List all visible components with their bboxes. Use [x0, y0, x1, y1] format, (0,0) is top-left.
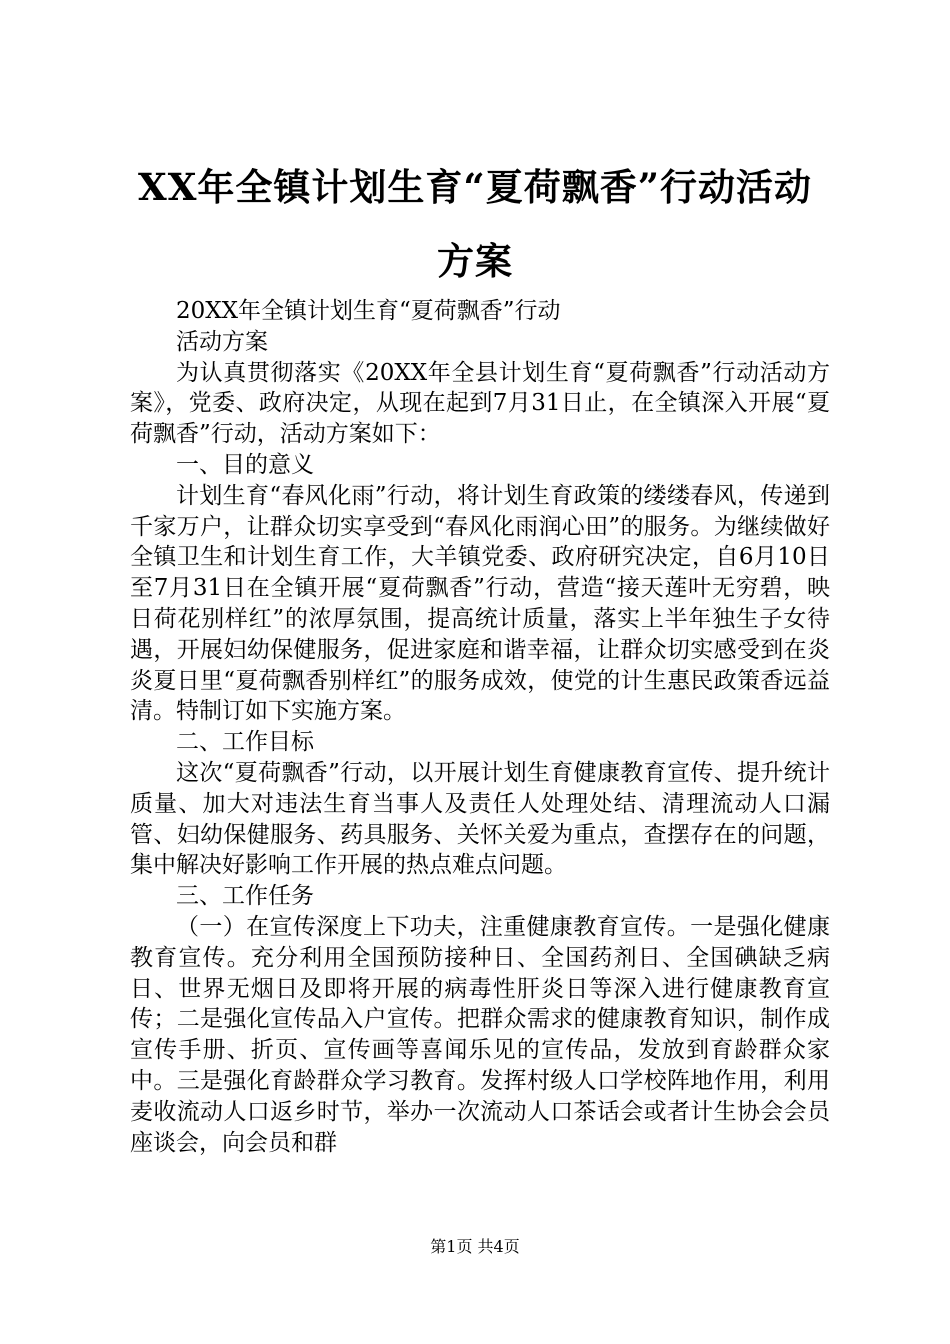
- section-heading-tasks: 三、工作任务: [176, 883, 314, 910]
- document-body: [130, 296, 830, 1158]
- intro-paragraph: 为认真贯彻落实《20XX年全县计划生育“夏荷飘香”行动活动方案》，党委、政府决定，从现在起到7月31日止，在全镇深入开展“夏荷飘香”行动，活动方案如下：: [130, 359, 830, 448]
- section-heading-goals: 二、工作目标: [176, 729, 314, 756]
- page-number-footer: 第1页 共4页: [430, 1237, 520, 1256]
- section-heading-purpose: 一、目的意义: [176, 451, 314, 478]
- purpose-paragraph: 计划生育“春风化雨”行动，将计划生育政策的缕缕春风，传递到千家万户，让群众切实享受到“春风化雨润心田”的服务。为继续做好全镇卫生和计划生育工作，大羊镇党委、政府研究决定，自6月10日至7月31日在全镇开展“夏荷飘香”行动，营造“接天莲叶无穷碧，映日荷花别样红”的浓厚氛围，提高统计质量，落实上半年独生子女待遇，开展妇幼保健服务，促进家庭和谐幸福，让群众切实感受到在炎炎夏日里“夏荷飘香别样红”的服务成效，使党的计生惠民政策香远益清。特制订如下实施方案。: [130, 482, 830, 725]
- document-title: XX年全镇计划生育“夏荷飘香”行动活动方案: [138, 165, 812, 283]
- subtitle-line-2: 活动方案: [176, 328, 268, 355]
- goals-paragraph: 这次“夏荷飘香”行动，以开展计划生育健康教育宣传、提升统计质量、加大对违法生育当事人及责任人处理处结、清理流动人口漏管、妇幼保健服务、药具服务、关怀关爱为重点，查摆存在的问题，集中解决好影响工作开展的热点难点问题。: [130, 759, 830, 879]
- tasks-paragraph: （一）在宣传深度上下功夫，注重健康教育宣传。一是强化健康教育宣传。充分利用全国预防接种日、全国药剂日、全国碘缺乏病日、世界无烟日及即将开展的病毒性肝炎日等深入进行健康教育宣传；二是强化宣传品入户宣传。把群众需求的健康教育知识，制作成宣传手册、折页、宣传画等喜闻乐见的宣传品，发放到育龄群众家中。三是强化育龄群众学习教育。发挥村级人口学校阵地作用，利用麦收流动人口返乡时节，举办一次流动人口茶话会或者计生协会会员座谈会，向会员和群: [130, 913, 830, 1156]
- subtitle-line-1: 20XX年全镇计划生育“夏荷飘香”行动: [176, 298, 561, 324]
